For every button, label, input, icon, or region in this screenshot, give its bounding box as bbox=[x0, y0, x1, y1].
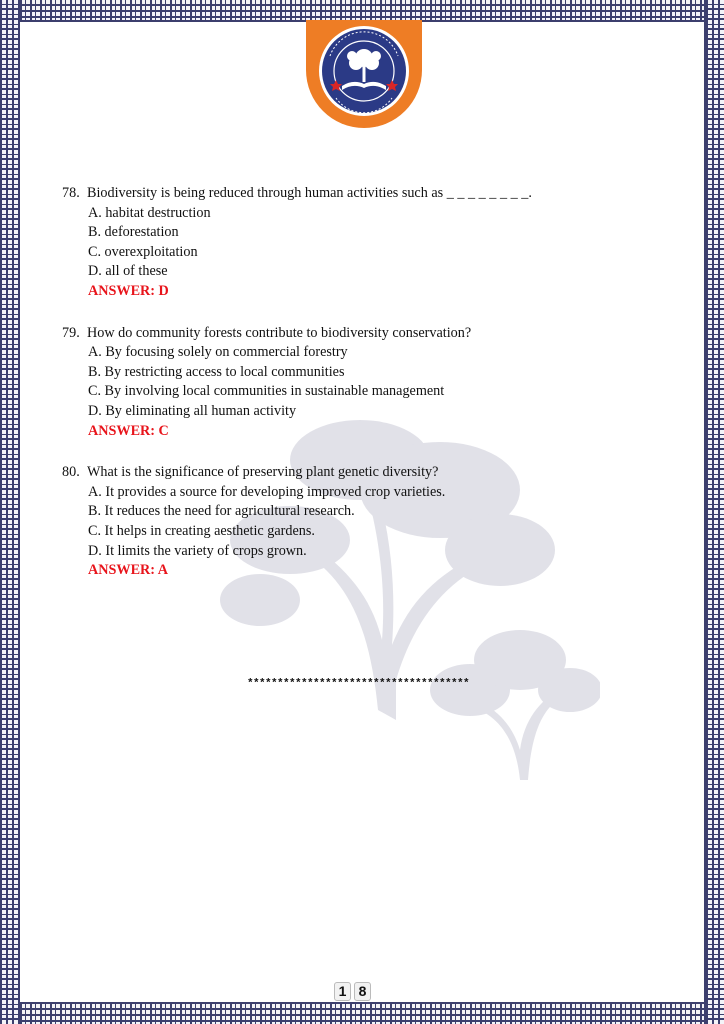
option-d: D. all of these bbox=[88, 263, 168, 280]
school-logo bbox=[306, 20, 422, 128]
page-border-left bbox=[0, 0, 20, 1024]
page-border-right bbox=[704, 0, 724, 1024]
question-79 bbox=[62, 324, 662, 442]
answer-label: ANSWER: A bbox=[88, 562, 169, 579]
option-b: B. By restricting access to local communities bbox=[88, 363, 345, 380]
question-text: How do community forests contribute to biodiversity conservation? bbox=[87, 324, 472, 341]
page-number bbox=[334, 982, 371, 1001]
question-number: 79. bbox=[62, 324, 80, 341]
answer-label: ANSWER: C bbox=[88, 422, 169, 439]
option-c: C. overexploitation bbox=[88, 243, 198, 260]
option-a: A. It provides a source for developing improved crop varieties. bbox=[88, 483, 446, 500]
question-text: Biodiversity is being reduced through human activities such as _ _ _ _ _ _ _ _. bbox=[87, 185, 532, 201]
option-a: A. By focusing solely on commercial forestry bbox=[88, 344, 348, 361]
option-b: B. It reduces the need for agricultural research. bbox=[88, 503, 355, 520]
option-c: C. By involving local communities in sustainable management bbox=[88, 383, 445, 400]
option-c: C. It helps in creating aesthetic gardens. bbox=[88, 522, 315, 539]
option-b: B. deforestation bbox=[88, 224, 179, 241]
page-border-bottom bbox=[0, 1002, 724, 1024]
question-number: 80. bbox=[62, 464, 80, 481]
option-d: D. It limits the variety of crops grown. bbox=[88, 542, 307, 559]
option-a: A. habitat destruction bbox=[88, 204, 211, 221]
question-number: 78. bbox=[62, 185, 80, 201]
question-list bbox=[62, 184, 662, 603]
answer-label: ANSWER: D bbox=[88, 282, 169, 299]
school-emblem-tree-book-icon bbox=[306, 20, 422, 128]
question-text: What is the significance of preserving plant genetic diversity? bbox=[87, 464, 439, 481]
option-d: D. By eliminating all human activity bbox=[88, 402, 297, 419]
question-80 bbox=[62, 463, 662, 581]
section-separator: ************************************* bbox=[247, 678, 470, 690]
page-number-digit: 1 bbox=[334, 982, 351, 1001]
question-78 bbox=[62, 184, 662, 302]
page-border-top bbox=[0, 0, 724, 22]
page-number-digit: 8 bbox=[354, 982, 371, 1001]
